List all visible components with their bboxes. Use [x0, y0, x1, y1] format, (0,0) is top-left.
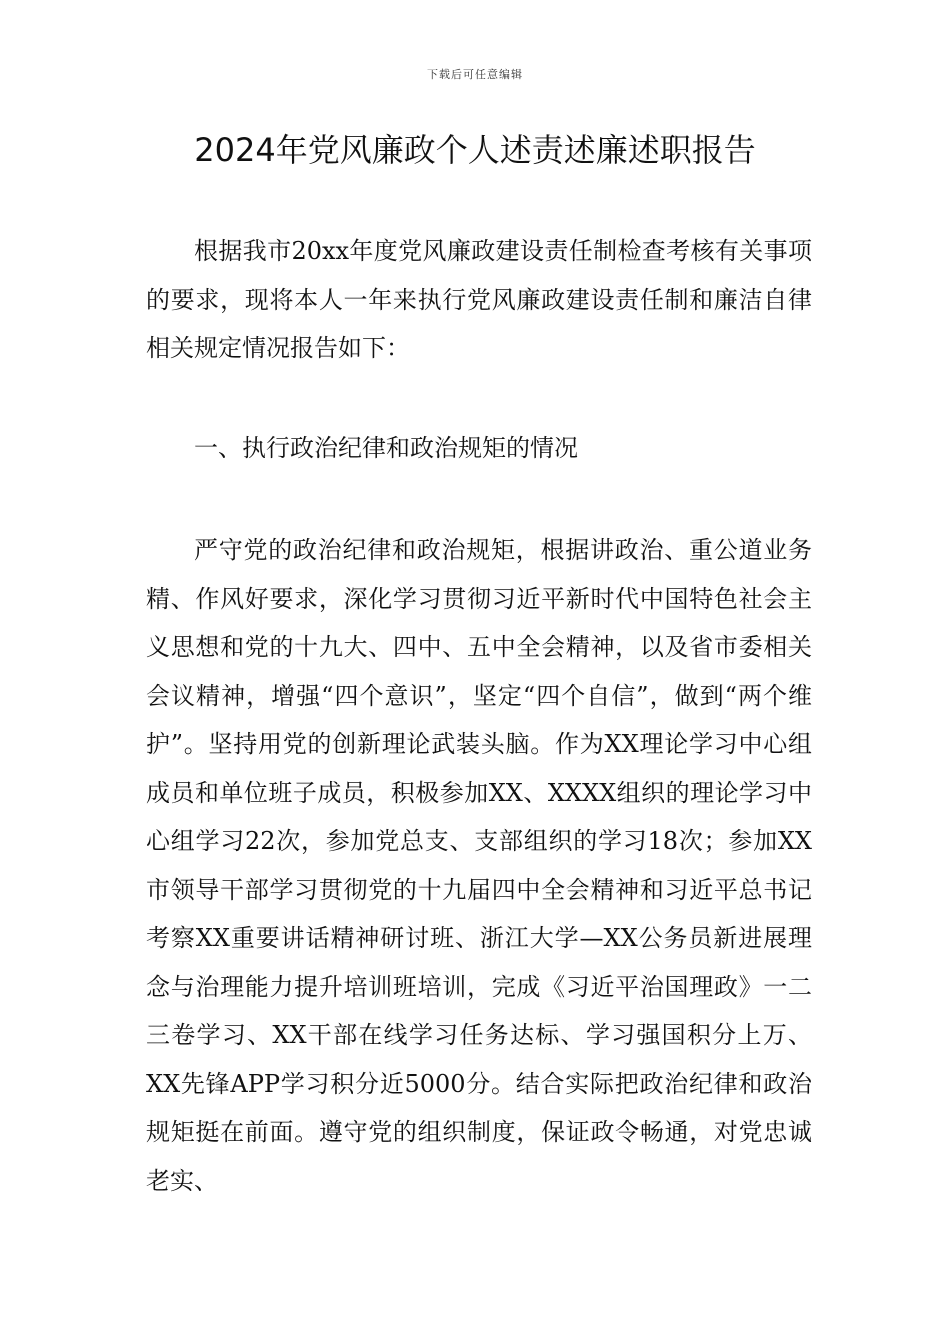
- intro-paragraph: 根据我市20xx年度党风廉政建设责任制检查考核有关事项的要求，现将本人一年来执行党风廉政建设责任制和廉洁自律相关规定情况报告如下：: [146, 237, 812, 362]
- download-note: 下载后可任意编辑: [427, 68, 523, 81]
- section-heading: 一、执行政治纪律和政治规矩的情况: [194, 434, 578, 462]
- document-title: 2024年党风廉政个人述责述廉述职报告: [194, 131, 756, 169]
- body-paragraph: 严守党的政治纪律和政治规矩，根据讲政治、重公道业务精、作风好要求，深化学习贯彻习近平新时代中国特色社会主义思想和党的十九大、四中、五中全会精神，以及省市委相关会议精神，增强“四个意识”，坚定“四个自信”，做到“两个维护”。坚持用党的创新理论武装头脑。作为XX理论学习中心组成员和单位班子成员，积极参加XX、XXXX组织的理论学习中心组学习22次，参加党总支、支部组织的学习18次；参加XX市领导干部学习贯彻党的十九届四中全会精神和习近平总书记考察XX重要讲话精神研讨班、浙江大学—XX公务员新进展理念与治理能力提升培训班培训，完成《习近平治国理政》一二三卷学习、XX干部在线学习任务达标、学习强国积分上万、XX先锋APP学习积分近5000分。结合实际把政治纪律和政治规矩挺在前面。遵守党的组织制度，保证政令畅通，对党忠诚老实、: [146, 536, 812, 1195]
